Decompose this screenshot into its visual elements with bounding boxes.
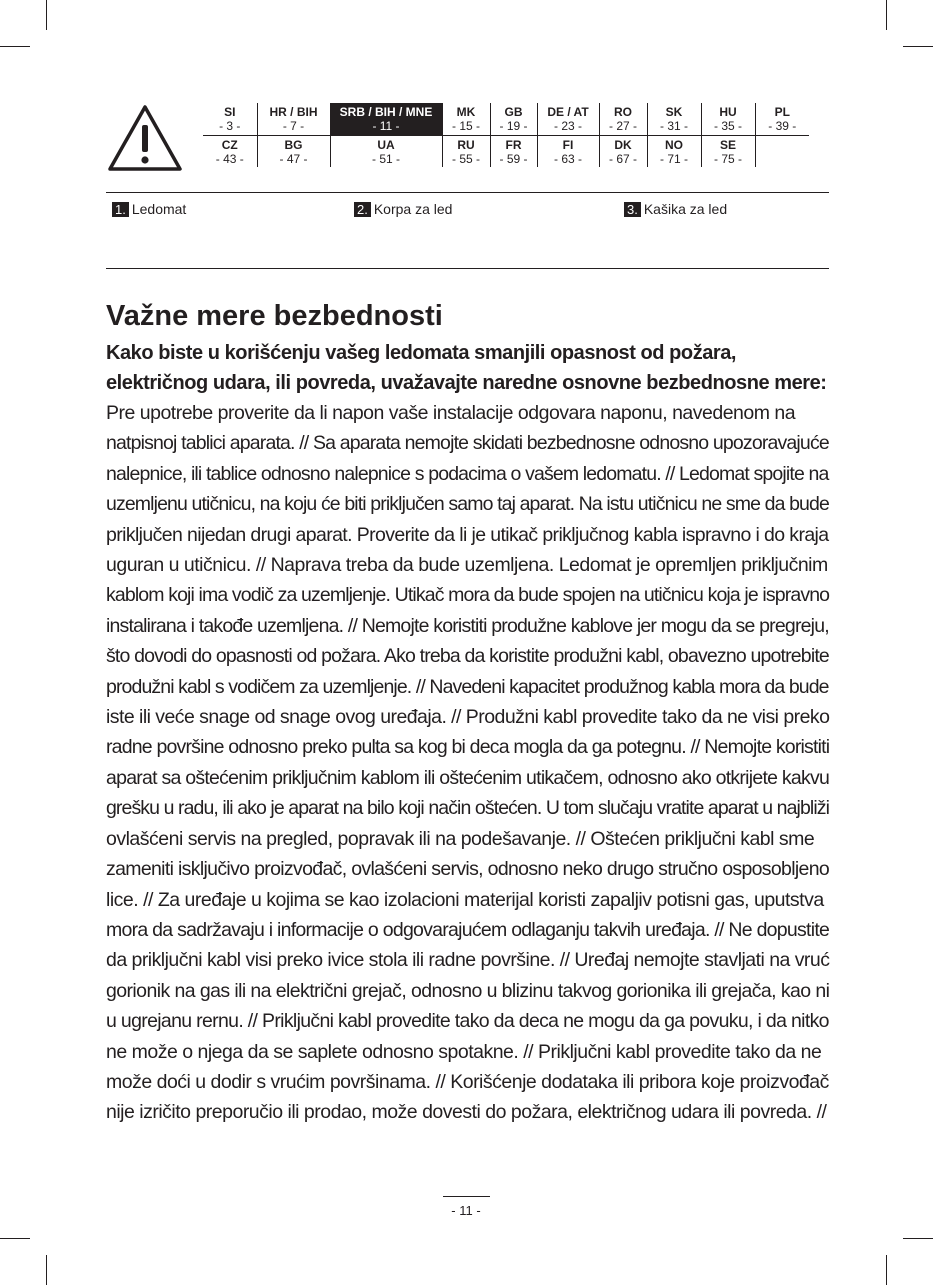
text-line: može doći u dodir s vrućim površinama. // Korišćenje dodataka ili pribora koje proizvođač [106,1070,829,1093]
crop-mark [886,1255,887,1285]
language-row [203,135,809,167]
language-cell-pl[interactable] [755,103,809,135]
language-page: - 67 - [608,151,637,166]
language-page: - 71 - [659,151,688,166]
crop-mark [0,46,30,47]
crop-mark [886,0,887,30]
language-page: - 63 - [553,151,582,166]
language-code: NO [665,137,683,152]
language-index-table [203,103,809,167]
language-cell-sk[interactable] [647,103,701,135]
crop-mark [0,1238,30,1239]
text-line: uzemljenu utičnicu, na koju će biti priključen samo taj aparat. Na istu utičnicu ne sme da bude [106,493,829,516]
language-cell-hr-bih[interactable] [257,103,330,135]
language-code: HU [719,105,737,119]
language-code: SK [665,105,683,119]
language-page: - 55 - [451,151,480,166]
language-code: SRB / BIH / MNE [339,105,433,119]
text-line: priključen nijedan drugi aparat. Proverite da li je utikač priključnog kabla ispravno i do kraja [106,523,829,546]
crop-mark [903,1238,933,1239]
text-line: zameniti isključivo proizvođač, ovlašćeni servis, odnosno neko drugo stručno osposobljeno [106,858,830,881]
language-cell-ru[interactable] [442,135,490,167]
text-line: nije izričito preporučio ili prodao, može dovesti do požara, električnog udara ili povreda. // [106,1101,827,1124]
language-code: SI [224,105,236,119]
text-line: iste ili veće snage od snage ovog uređaja. // Produžni kabl provedite tako da ne visi preko [106,706,830,729]
language-cell-srb-bih-mne[interactable] [330,103,442,135]
crop-mark [46,0,47,30]
text-line: što dovodi do opasnosti od požara. Ako treba da koristite produžni kabl, obavezno upotrebite [106,645,829,668]
language-page: - 39 - [768,119,797,133]
language-page: - 35 - [713,119,742,133]
text-line: grešku u radu, ili ako je aparat na bilo koji način oštećen. U tom slučaju vratite aparat u najbliži [106,797,830,820]
language-page: - 3 - [219,119,241,133]
text-line: da priključni kabl visi preko ivice stola ili radne površine. // Uređaj nemojte stavljati na vruć [106,949,830,972]
language-cell-si[interactable] [203,103,257,135]
text-line: gorionik na gas ili na električni grejač, odnosno u blizinu takvog gorionika ili grejača, kao ni [106,979,830,1002]
text-line: produžni kabl s vodičem za uzemljenje. // Navedeni kapacitet produžnog kabla mora da bude [106,675,829,698]
part-item-1 [112,201,186,218]
text-line: nalepnice, ili tablice odnosno nalepnice s podacima o vašem ledomatu. // Ledomat spojite na [106,462,829,485]
language-cell-hu[interactable] [701,103,755,135]
language-page: - 43 - [215,151,244,166]
language-code: HR / BIH [269,105,318,119]
divider [106,268,829,269]
language-code: SE [719,137,736,152]
warning-triangle-icon [106,103,184,173]
language-cell-se[interactable] [701,135,755,167]
language-page: - 19 - [499,119,528,133]
text-line: Pre upotrebe proverite da li napon vaše instalacije odgovara naponu, navedenom na [106,402,796,424]
crop-mark [903,46,933,47]
part-label: Kašika za led [643,201,728,217]
page-number: - 11 - [451,1203,481,1218]
language-code: RU [457,137,475,152]
safety-text [106,398,829,1128]
section-subtitle: Kako biste u korišćenju vašeg ledomata smanjili opasnost od požara, električnog udara, ili povreda, uvažavajte naredne osnovne bezbednosne mere: [106,342,827,394]
part-number-badge: 3. [624,202,641,217]
language-code: PL [774,105,790,119]
language-cell-fr[interactable] [490,135,537,167]
part-number-badge: 1. [112,202,129,217]
text-line: lice. // Za uređaje u kojima se kao izolacioni materijal koristi zapaljiv potisni gas, uputstva [106,888,824,911]
part-item-2 [354,201,452,218]
language-page: - 47 - [279,151,308,166]
language-cell-de-at[interactable] [537,103,599,135]
language-code: MK [456,105,476,119]
language-page: - 31 - [659,119,688,133]
language-cell-bg[interactable] [257,135,330,167]
language-cell-cz[interactable] [203,135,257,167]
language-page: - 75 - [713,151,742,166]
language-page: - 7 - [282,119,305,133]
text-line: instalirana i takođe uzemljena. // Nemojte koristiti produžne kablove jer mogu da se pregreju, [106,614,829,637]
text-line: kablom koji ima vodič za uzemljenje. Utikač mora da bude spojen na utičnicu koja je ispravno [106,584,830,607]
text-line: u ugrejanu rernu. // Priključni kabl provedite tako da deca ne mogu da ga povuku, i da nitko [106,1010,829,1033]
part-item-3 [624,201,727,218]
language-page: - 59 - [499,151,528,166]
language-code: DK [614,137,632,152]
language-cell-no[interactable] [647,135,701,167]
part-number-badge: 2. [354,202,371,217]
language-code: GB [504,105,523,119]
language-page: - 27 - [608,119,637,133]
language-cell-ua[interactable] [330,135,442,167]
language-code: BG [284,137,303,152]
text-line: ovlašćeni servis na pregled, popravak ili na podešavanje. // Oštećen priključni kabl sme [106,827,815,850]
language-cell-fi[interactable] [537,135,599,167]
language-code: CZ [221,137,238,152]
divider [106,192,829,193]
language-cell-empty [755,135,809,167]
part-label: Korpa za led [373,201,453,217]
language-code: UA [377,137,395,152]
text-line: ne može o njega da se saplete odnosno spotakne. // Priključni kabl provedite tako da ne [106,1040,822,1063]
part-label: Ledomat [131,201,187,217]
language-page: - 15 - [451,119,480,133]
language-cell-ro[interactable] [599,103,647,135]
language-code: DE / AT [547,105,589,119]
text-line: aparat sa oštećenim priključnim kablom ili oštećenim utikačem, odnosno ako otkrijete kakvu [106,766,830,789]
language-code: FI [562,137,574,152]
text-line: uguran u utičnicu. // Naprava treba da bude uzemljena. Ledomat je opremljen priključnim [106,554,828,577]
language-cell-gb[interactable] [490,103,537,135]
language-code: FR [505,137,522,152]
language-cell-dk[interactable] [599,135,647,167]
language-page: - 11 - [372,119,400,133]
text-line: radne površine odnosno preko pulta sa kog bi deca mogla da ga potegnu. // Nemojte koristiti [106,736,830,759]
crop-mark [46,1255,47,1285]
language-code: RO [614,105,632,119]
text-line: mora da sadržavaju i informacije o odgovarajućem odlaganju takvih uređaja. // Ne dopustite [106,918,830,941]
divider [443,1196,490,1197]
language-page: - 51 - [371,151,400,166]
text-line: natpisnoj tablici aparata. // Sa aparata nemojte skidati bezbednosne odnosno upozoravajuće [106,432,829,455]
language-cell-mk[interactable] [442,103,490,135]
language-page: - 23 - [553,119,582,133]
section-title: Važne mere bezbednosti [106,300,443,332]
language-row [203,103,809,135]
